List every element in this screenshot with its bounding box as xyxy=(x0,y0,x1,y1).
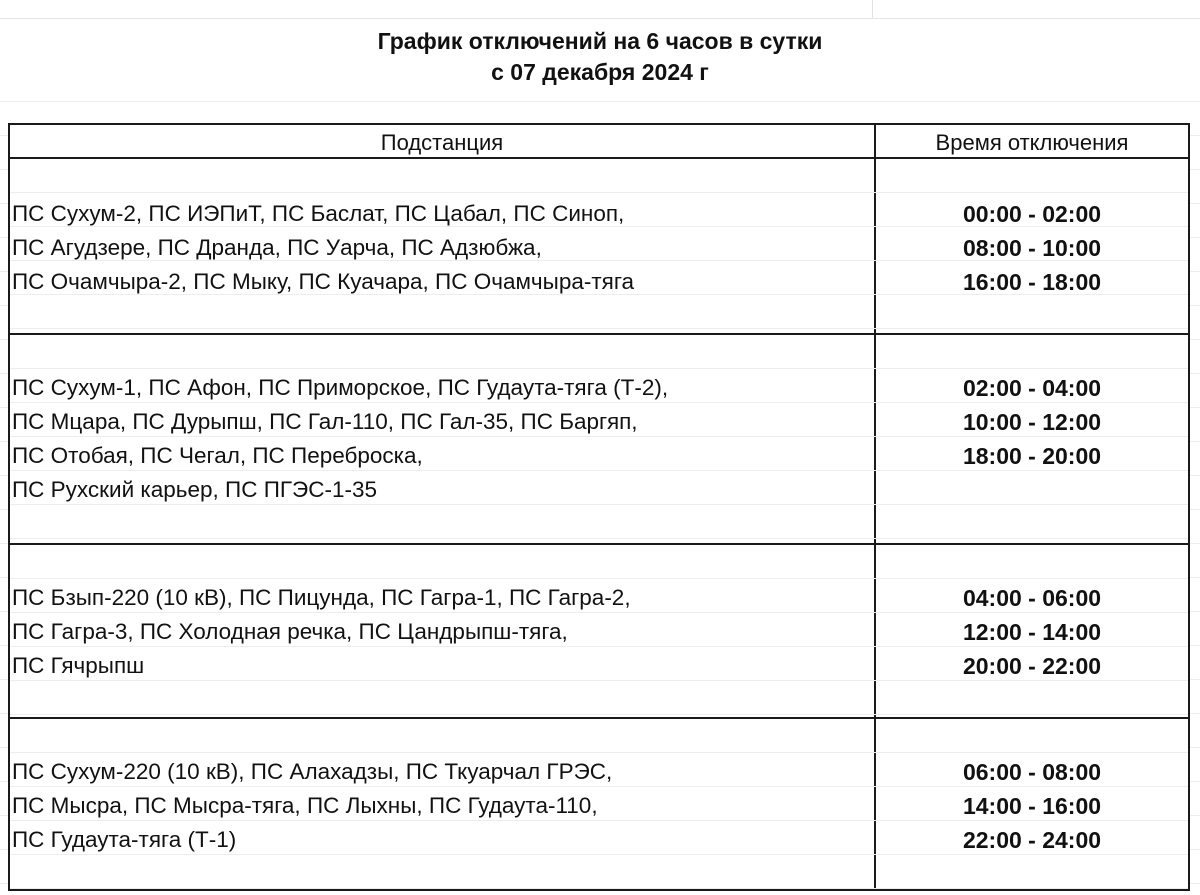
substation-line: ПС Сухум-1, ПС Афон, ПС Приморское, ПС Гудаута-тяга (Т-2), xyxy=(12,375,669,400)
substation-cell xyxy=(12,371,872,507)
substation-line: ПС Гагра-3, ПС Холодная речка, ПС Цандрыпш-тяга, xyxy=(12,619,568,644)
substation-line: ПС Сухум-220 (10 кВ), ПС Алахадзы, ПС Ткуарчал ГРЭС, xyxy=(12,759,613,784)
substation-line: ПС Гячрыпш xyxy=(12,653,145,678)
time-slot: 22:00 - 24:00 xyxy=(962,827,1102,853)
header-outage-time: Время отключения xyxy=(935,130,1129,155)
header-substation: Подстанция xyxy=(380,130,504,155)
time-slot: 02:00 - 04:00 xyxy=(962,375,1102,401)
substation-line: ПС Сухум-2, ПС ИЭПиТ, ПС Баслат, ПС Цабал, ПС Синоп, xyxy=(12,201,625,226)
outage-schedule-table xyxy=(8,123,1190,891)
substation-line: ПС Агудзере, ПС Дранда, ПС Уарча, ПС Адзюбжа, xyxy=(12,235,542,260)
title-line-2: с 07 декабря 2024 г xyxy=(491,59,709,85)
table-header-row xyxy=(10,125,1188,159)
substation-line: ПС Очамчыра-2, ПС Мыку, ПС Куачара, ПС Очамчыра-тяга xyxy=(12,269,635,294)
time-slot: 16:00 - 18:00 xyxy=(962,269,1102,295)
substation-line: ПС Гудаута-тяга (Т-1) xyxy=(12,827,237,852)
time-slot: 08:00 - 10:00 xyxy=(962,235,1102,261)
top-row-strip xyxy=(0,0,1200,19)
time-slot: 20:00 - 22:00 xyxy=(962,653,1102,679)
substation-cell xyxy=(12,581,872,683)
page-title xyxy=(0,26,1200,88)
substation-line: ПС Мысра, ПС Мысра-тяга, ПС Лыхны, ПС Гудаута-110, xyxy=(12,793,598,818)
time-slot: 12:00 - 14:00 xyxy=(962,619,1102,645)
substation-line: ПС Рухский карьер, ПС ПГЭС-1-35 xyxy=(12,477,377,502)
outage-time-cell xyxy=(876,581,1188,683)
substation-line: ПС Мцара, ПС Дурыпш, ПС Гал-110, ПС Гал-35, ПС Баргяп, xyxy=(12,409,638,434)
outage-time-cell xyxy=(876,755,1188,857)
outage-time-cell xyxy=(876,371,1188,473)
substation-line: ПС Бзып-220 (10 кВ), ПС Пицунда, ПС Гагра-1, ПС Гагра-2, xyxy=(12,585,631,610)
time-slot: 04:00 - 06:00 xyxy=(962,585,1102,611)
time-slot: 00:00 - 02:00 xyxy=(962,201,1102,227)
table-row xyxy=(10,719,1188,889)
title-line-1: График отключений на 6 часов в сутки xyxy=(377,28,823,54)
time-slot: 14:00 - 16:00 xyxy=(962,793,1102,819)
substation-line: ПС Отобая, ПС Чегал, ПС Переброска, xyxy=(12,443,423,468)
outage-time-cell xyxy=(876,197,1188,299)
time-slot: 10:00 - 12:00 xyxy=(962,409,1102,435)
substation-cell xyxy=(12,755,872,857)
substation-cell xyxy=(12,197,872,299)
table-row xyxy=(10,335,1188,545)
time-slot: 06:00 - 08:00 xyxy=(962,759,1102,785)
table-row xyxy=(10,545,1188,719)
time-slot: 18:00 - 20:00 xyxy=(962,443,1102,469)
column-gridline xyxy=(872,0,873,18)
table-row xyxy=(10,159,1188,335)
